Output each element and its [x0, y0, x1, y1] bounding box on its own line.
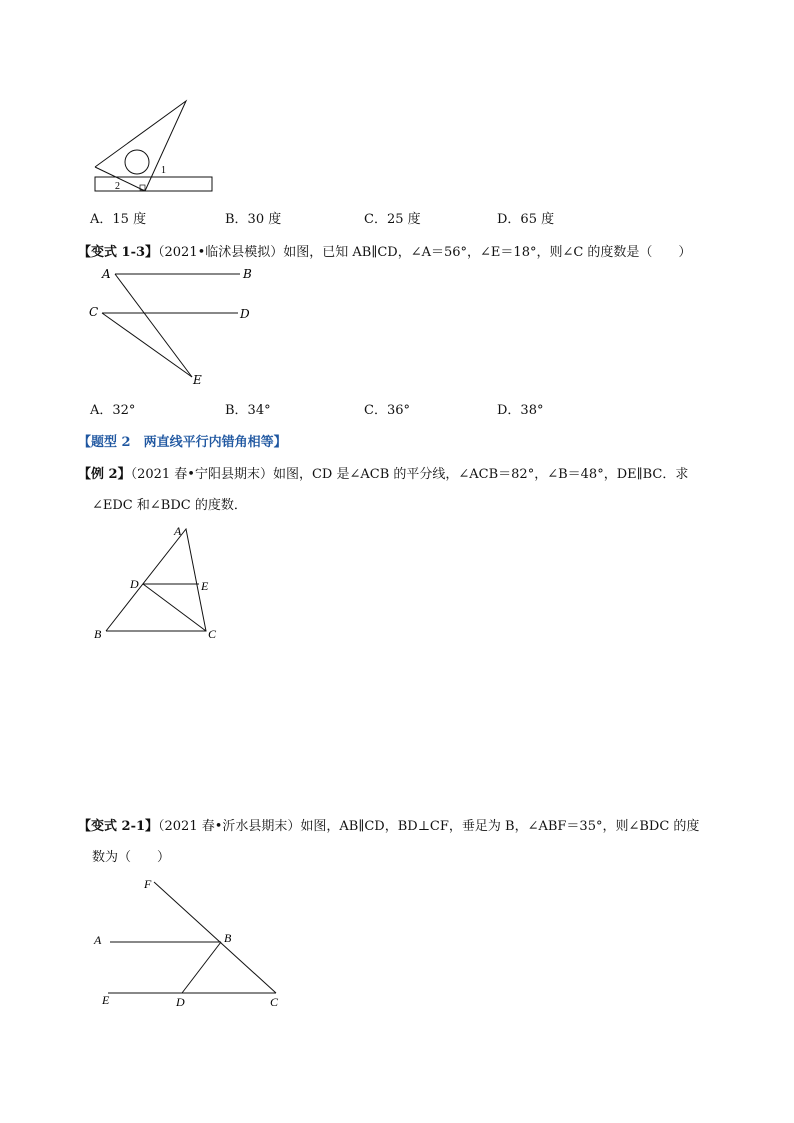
label-b: B	[224, 931, 232, 945]
figure-parallel-perpendicular	[88, 872, 298, 1012]
line-dc	[143, 584, 206, 631]
set-square-edge	[95, 167, 145, 191]
triangle-abc	[106, 529, 206, 631]
example-2-line2: ∠EDC 和∠BDC 的度数．	[92, 498, 247, 513]
angle-label-1: 1	[161, 165, 166, 176]
label-d: D	[240, 307, 250, 321]
example-text: （2021 春•宁阳县期末）如图，CD 是∠ACB 的平分线，∠ACB＝82°，∠B＝48°，DE∥BC．求	[130, 467, 689, 482]
option-b[interactable]: B．34°	[225, 403, 271, 418]
option-a[interactable]: A．15 度	[90, 212, 147, 227]
label-d: D	[176, 995, 185, 1009]
figure-parallel-lines-e	[85, 262, 265, 390]
question-text: （2021•临沭县模拟）如图，已知 AB∥CD，∠A＝56°，∠E＝18°，则∠C 的度数是（ ）	[158, 245, 692, 260]
label-e: E	[201, 579, 209, 593]
label-b: B	[94, 627, 102, 641]
label-c: C	[89, 305, 99, 319]
angle-label-2: 2	[115, 181, 120, 192]
ruler-rect	[95, 177, 212, 191]
question-1-3	[78, 241, 691, 260]
label-a: A	[174, 524, 182, 538]
example-tag: 【例 2】	[78, 467, 131, 482]
label-a: A	[94, 933, 102, 947]
example-2-line1	[78, 463, 688, 482]
label-c: C	[270, 995, 279, 1009]
line-ce	[102, 313, 192, 377]
label-f: F	[144, 877, 152, 891]
question-2-1-line1	[78, 815, 699, 834]
figure-triangle-ruler	[85, 95, 225, 200]
line-fc	[154, 882, 276, 993]
option-b[interactable]: B．30 度	[225, 212, 282, 227]
question-2-1-line2: 数为（ ）	[92, 850, 171, 865]
option-d[interactable]: D．65 度	[497, 212, 555, 227]
option-c[interactable]: C．25 度	[364, 212, 421, 227]
label-c: C	[208, 627, 217, 641]
question-tag: 【变式 1-3】	[78, 245, 159, 260]
label-d: D	[130, 577, 139, 591]
option-c[interactable]: C．36°	[364, 403, 410, 418]
label-b: B	[243, 267, 252, 281]
label-a: A	[102, 267, 111, 281]
circle-shape	[125, 150, 149, 174]
option-d[interactable]: D．38°	[497, 403, 544, 418]
line-bd	[182, 942, 221, 993]
option-a[interactable]: A．32°	[90, 403, 136, 418]
figure-triangle-abc	[88, 520, 228, 645]
label-e: E	[102, 993, 110, 1007]
label-e: E	[193, 373, 202, 387]
question-tag: 【变式 2-1】	[78, 819, 159, 834]
line-ae	[115, 274, 192, 377]
section-header: 【题型 2 两直线平行内错角相等】	[78, 435, 287, 450]
question-text: （2021 春•沂水县期末）如图，AB∥CD，BD⊥CF，垂足为 B，∠ABF＝35°，则∠BDC 的度	[158, 819, 700, 834]
